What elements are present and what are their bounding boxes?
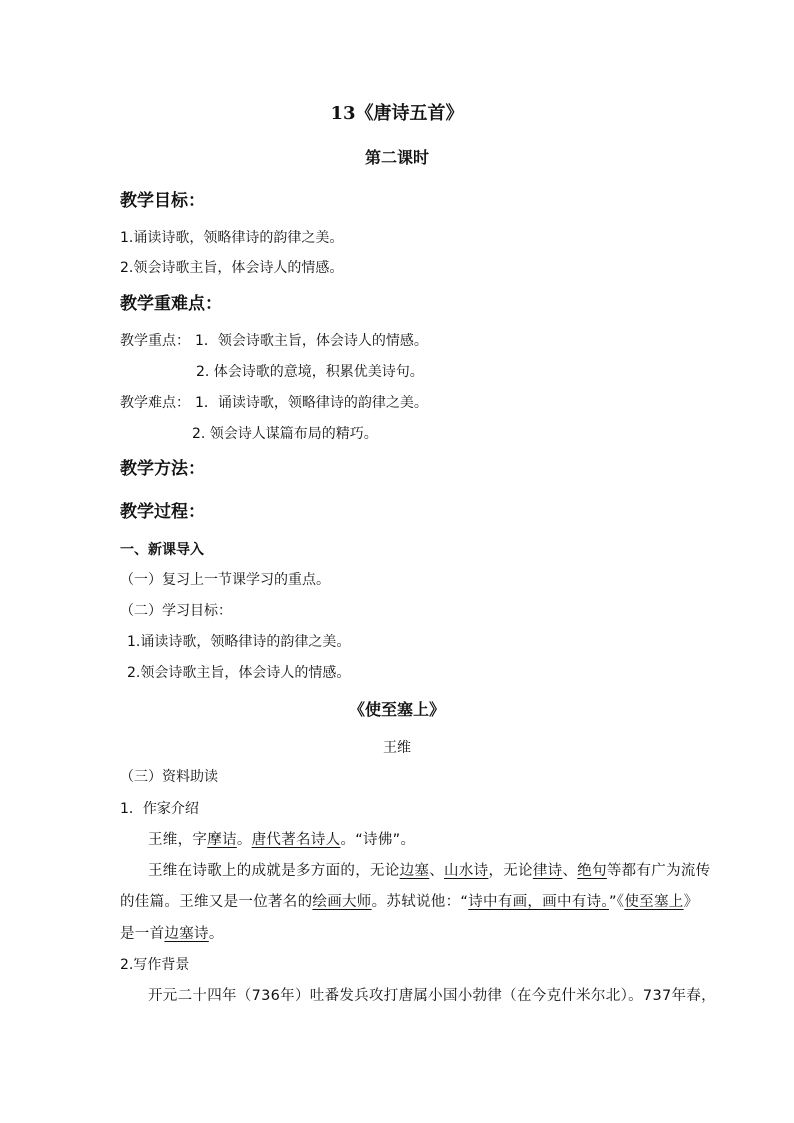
key-label: 教学重点： [120,333,190,349]
underlined-term-famous-poet: 唐代著名诗人 [251,832,341,848]
author-intro-paragraph-1 [148,830,415,850]
underlined-term-frontier: 边塞 [399,863,430,879]
document-title: 13《唐诗五首》 [330,103,464,124]
author-intro-paragraph-2-line-2 [120,892,698,912]
key-item-1: 1．领会诗歌主旨，体会诗人的情感。 [195,333,428,349]
method-heading: 教学方法： [120,459,205,479]
text-run: 》 [683,894,699,910]
intro-step-2: （二）学习目标： [120,603,232,619]
author-intro-paragraph-2-line-1 [148,861,710,881]
text-run: 是一首 [120,926,165,942]
poem-author: 王维 [383,740,411,756]
text-run: 王维，字 [148,832,208,848]
intro-goal-1: 1.诵读诗歌，领略律诗的韵律之美。 [127,634,351,650]
text-run: 。“诗佛”。 [340,832,416,848]
text-run: 王维在诗歌上的成就是多方面的，无论 [148,863,400,879]
intro-goal-2: 2.领会诗歌主旨，体会诗人的情感。 [127,665,351,681]
difficulty-item-1: 1．诵读诗歌，领略律诗的韵律之美。 [195,395,428,411]
goal-item-2: 2.领会诗歌主旨，体会诗人的情感。 [120,260,344,276]
poem-title: 《使至塞上》 [348,700,445,719]
background-heading: 2.写作背景 [120,957,190,973]
intro-heading: 一、新课导入 [120,542,204,558]
lesson-period-subtitle: 第二课时 [364,148,429,167]
underlined-term-frontier-poem: 边塞诗 [164,926,209,942]
materials-heading: （三）资料助读 [120,769,218,785]
text-run: ，无论 [488,863,533,879]
text-run: 、 [562,863,578,879]
text-run: 的佳篇。王维又是一位著名的 [120,894,313,910]
goal-item-1: 1.诵读诗歌，领略律诗的韵律之美。 [120,230,344,246]
author-intro-heading: 1．作家介绍 [120,801,199,817]
underlined-term-painting-master: 绘画大师 [312,894,372,910]
difficulty-label: 教学难点： [120,395,190,411]
process-heading: 教学过程： [120,502,205,522]
underlined-term-poem-title: 使至塞上 [624,894,684,910]
difficulty-item-2: 2. 领会诗人谋篇布局的精巧。 [192,426,378,442]
underlined-term-quatrain: 绝句 [577,863,607,879]
text-run: ”《 [608,894,625,910]
text-run: 、 [429,863,445,879]
goals-heading: 教学目标： [120,191,205,211]
underlined-quote-poetry-painting: 诗中有画，画中有诗。 [468,894,609,910]
author-intro-paragraph-2-line-3 [120,924,224,944]
text-run: 等都有广为流传 [606,863,711,879]
text-run: 。 [208,926,224,942]
underlined-term-moji: 摩诘 [207,832,237,848]
background-paragraph-line-1: 开元二十四年（736年）吐番发兵攻打唐属小国小勃律（在今克什米尔北）。737年春， [148,988,716,1004]
keypoints-heading: 教学重难点： [120,294,222,314]
underlined-term-regulated-verse: 律诗 [532,863,563,879]
text-run: 。 [236,832,252,848]
text-run: 。苏轼说他：“ [371,894,469,910]
intro-step-1: （一）复习上一节课学习的重点。 [120,572,330,588]
underlined-term-landscape-poetry: 山水诗 [444,863,489,879]
key-item-2: 2. 体会诗歌的意境，积累优美诗句。 [196,364,424,380]
